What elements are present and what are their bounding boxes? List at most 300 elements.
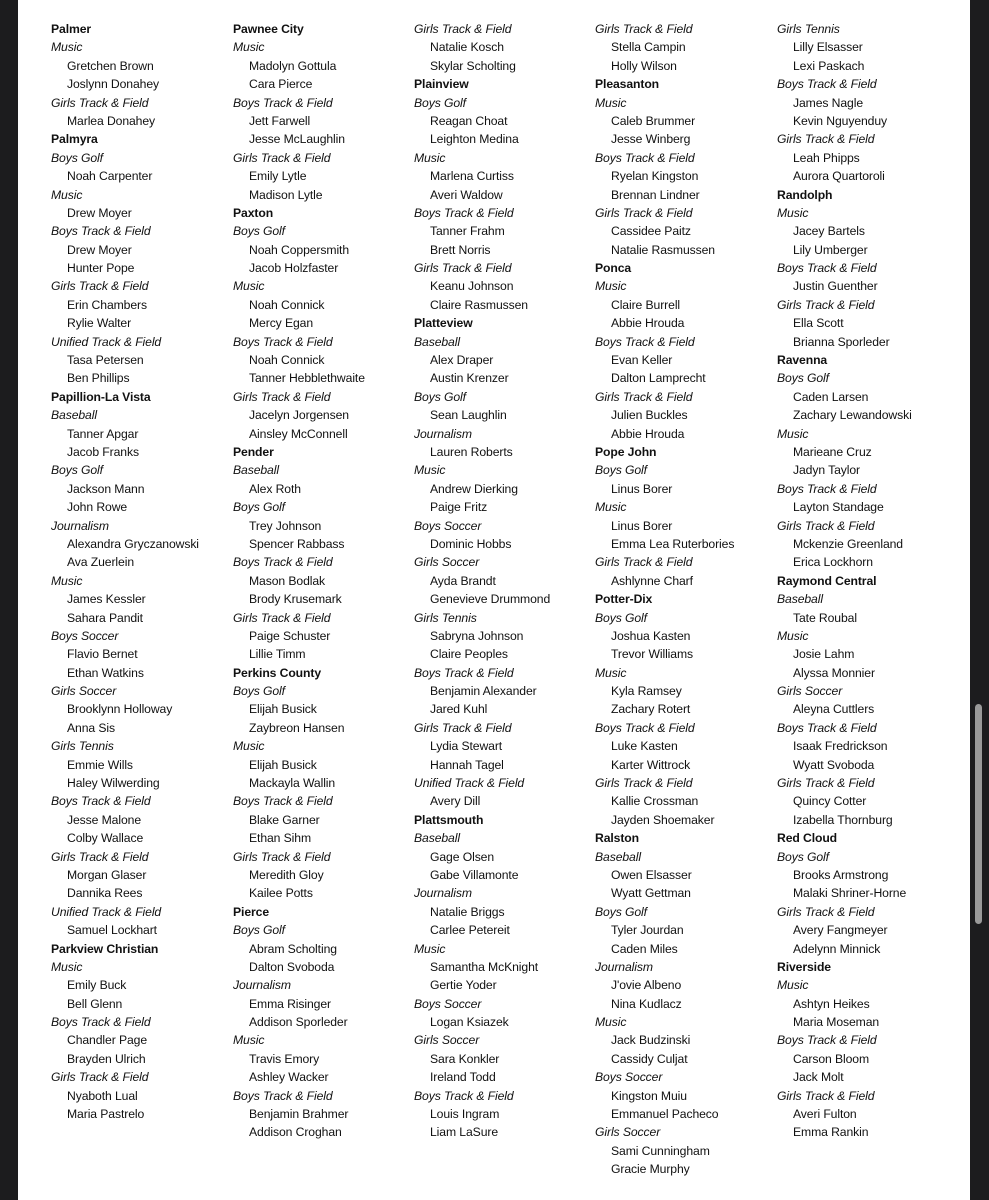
student-name: Madolyn Gottula [249, 58, 337, 73]
activity-heading: Boys Soccer [414, 996, 482, 1011]
student-name: Layton Standage [793, 500, 884, 515]
student-name: Dalton Lamprecht [611, 371, 706, 386]
student-name: J'ovie Albeno [611, 978, 682, 993]
activity-heading: Girls Tennis [777, 22, 840, 36]
activity-heading: Music [595, 95, 627, 110]
student-name: Mercy Egan [249, 316, 314, 331]
student-name: Caden Miles [611, 941, 678, 956]
student-name: Abram Scholting [249, 941, 337, 956]
activity-heading: Music [233, 739, 265, 754]
student-name: Kailee Potts [249, 886, 313, 901]
student-name: Quincy Cotter [793, 794, 867, 809]
student-name: Reagan Choat [430, 113, 508, 128]
student-name: Holly Wilson [611, 58, 677, 73]
activity-heading: Music [777, 628, 809, 643]
student-name: Jacob Holzfaster [249, 261, 339, 276]
student-name: Jared Kuhl [430, 702, 488, 717]
activity-heading: Girls Track & Field [777, 904, 875, 919]
student-name: Keanu Johnson [430, 279, 514, 294]
activity-heading: Boys Golf [595, 904, 647, 919]
school-heading: Palmyra [51, 132, 98, 147]
activity-heading: Boys Track & Field [595, 334, 695, 349]
activity-heading: Girls Track & Field [233, 150, 331, 165]
student-name: Hunter Pope [67, 261, 135, 276]
student-name: Lillie Timm [249, 647, 306, 662]
student-name: Addison Sporleder [249, 1015, 348, 1030]
student-name: Benjamin Brahmer [249, 1107, 349, 1122]
student-name: Elijah Busick [249, 702, 317, 717]
column-5 [777, 20, 959, 1142]
activity-heading: Girls Track & Field [51, 95, 149, 110]
student-name: Anna Sis [67, 720, 115, 735]
student-name: Addison Croghan [249, 1125, 342, 1140]
student-name: Linus Borer [611, 481, 673, 496]
student-name: Ethan Watkins [67, 665, 144, 680]
student-name: Dalton Svoboda [249, 959, 335, 974]
student-name: Morgan Glaser [67, 867, 147, 882]
student-name: Jesse Malone [67, 812, 141, 827]
student-name: John Rowe [67, 500, 128, 515]
student-name: James Kessler [67, 592, 146, 607]
student-name: Trevor Williams [611, 647, 694, 662]
student-name: Alexandra Gryczanowski [67, 536, 199, 551]
activity-heading: Boys Golf [51, 463, 103, 478]
student-name: Jackson Mann [67, 481, 145, 496]
student-name: Jett Farwell [249, 113, 311, 128]
student-name: Maria Pastrelo [67, 1107, 145, 1122]
student-name: Marlea Donahey [67, 113, 156, 128]
student-name: Leighton Medina [430, 132, 519, 147]
school-heading: Pleasanton [595, 77, 660, 92]
student-name: Liam LaSure [430, 1125, 499, 1140]
activity-heading: Girls Track & Field [595, 776, 693, 791]
activity-heading: Music [414, 941, 446, 956]
activity-heading: Girls Soccer [595, 1125, 661, 1140]
student-name: Noah Connick [249, 297, 325, 312]
activity-heading: Girls Track & Field [414, 720, 512, 735]
student-name: Jadyn Taylor [793, 463, 860, 478]
student-name: Blake Garner [249, 812, 320, 827]
activity-heading: Girls Tennis [414, 610, 477, 625]
school-heading: Pender [233, 444, 274, 459]
student-name: Samantha McKnight [430, 959, 539, 974]
student-name: Noah Coppersmith [249, 242, 350, 257]
student-name: Trey Johnson [249, 518, 322, 533]
activity-heading: Girls Track & Field [233, 389, 331, 404]
activity-heading: Boys Track & Field [595, 150, 695, 165]
student-name: Emmanuel Pacheco [611, 1107, 719, 1122]
student-name: Aurora Quartoroli [793, 169, 885, 184]
column-3 [414, 20, 596, 1142]
student-name: Spencer Rabbass [249, 536, 345, 551]
activity-heading: Boys Track & Field [233, 1088, 333, 1103]
student-name: Wyatt Svoboda [793, 757, 875, 772]
student-name: Madison Lytle [249, 187, 323, 202]
activity-heading: Girls Track & Field [777, 518, 875, 533]
student-name: Joslynn Donahey [67, 77, 159, 92]
student-name: Dominic Hobbs [430, 536, 512, 551]
student-name: Emmie Wills [67, 757, 133, 772]
activity-heading: Boys Golf [51, 150, 103, 165]
activity-heading: Boys Soccer [51, 628, 119, 643]
student-name: Brianna Sporleder [793, 334, 890, 349]
activity-heading: Girls Track & Field [414, 22, 512, 36]
activity-heading: Girls Tennis [51, 739, 114, 754]
student-name: Jacey Bartels [793, 224, 865, 239]
student-name: Owen Elsasser [611, 867, 692, 882]
student-name: Emily Buck [67, 978, 127, 993]
school-heading: Raymond Central [777, 573, 877, 588]
student-name: Kallie Crossman [611, 794, 699, 809]
activity-heading: Boys Track & Field [233, 555, 333, 570]
activity-heading: Music [595, 279, 627, 294]
school-heading: Plattsmouth [414, 812, 484, 827]
student-name: Brett Norris [430, 242, 491, 257]
student-name: Joshua Kasten [611, 628, 691, 643]
student-name: Colby Wallace [67, 831, 144, 846]
activity-heading: Boys Track & Field [595, 720, 695, 735]
vertical-scrollbar-track[interactable] [971, 0, 989, 1200]
school-heading: Parkview Christian [51, 941, 159, 956]
student-name: Meredith Gloy [249, 867, 324, 882]
activity-heading: Baseball [233, 463, 279, 478]
student-name: Erin Chambers [67, 297, 147, 312]
student-name: Natalie Rasmussen [611, 242, 715, 257]
student-name: Claire Burrell [611, 297, 681, 312]
student-name: Aleyna Cuttlers [793, 702, 875, 717]
activity-heading: Girls Track & Field [777, 132, 875, 147]
activity-heading: Boys Soccer [414, 518, 482, 533]
student-name: Ashley Wacker [249, 1070, 329, 1085]
student-name: Genevieve Drummond [430, 592, 551, 607]
document-page [18, 0, 970, 1200]
activity-heading: Boys Track & Field [777, 481, 877, 496]
student-name: Jack Budzinski [611, 1033, 691, 1048]
student-name: Abbie Hrouda [611, 426, 685, 441]
student-name: Avery Fangmeyer [793, 923, 888, 938]
student-name: Andrew Dierking [430, 481, 518, 496]
activity-heading: Girls Track & Field [777, 1088, 875, 1103]
student-name: Julien Buckles [611, 408, 688, 423]
student-name: Alex Roth [249, 481, 301, 496]
student-name: Gracie Murphy [611, 1162, 690, 1177]
activity-heading: Boys Track & Field [777, 1033, 877, 1048]
student-name: Luke Kasten [611, 739, 678, 754]
student-name: Ashlynne Charf [611, 573, 693, 588]
student-name: Ireland Todd [430, 1070, 496, 1085]
student-name: Jayden Shoemaker [611, 812, 715, 827]
student-name: Tanner Apgar [67, 426, 139, 441]
activity-heading: Girls Track & Field [777, 297, 875, 312]
student-name: Emily Lytle [249, 169, 307, 184]
activity-heading: Girls Track & Field [51, 849, 149, 864]
school-heading: Plainview [414, 77, 469, 92]
student-name: Sara Konkler [430, 1051, 500, 1066]
student-name: Ashtyn Heikes [793, 996, 870, 1011]
activity-heading: Music [51, 959, 83, 974]
activity-heading: Boys Golf [595, 610, 647, 625]
activity-heading: Boys Golf [777, 371, 829, 386]
activity-heading: Girls Track & Field [233, 849, 331, 864]
student-name: Louis Ingram [430, 1107, 500, 1122]
activity-heading: Girls Track & Field [595, 205, 693, 220]
student-name: Adelynn Minnick [793, 941, 881, 956]
student-name: Skylar Scholting [430, 58, 516, 73]
student-name: Logan Ksiazek [430, 1015, 509, 1030]
student-name: Isaak Fredrickson [793, 739, 888, 754]
student-name: Lydia Stewart [430, 739, 503, 754]
student-name: Sabryna Johnson [430, 628, 524, 643]
activity-heading: Music [233, 40, 265, 55]
student-name: Averi Fulton [793, 1107, 857, 1122]
student-name: Tanner Hebblethwaite [249, 371, 365, 386]
student-name: Tate Roubal [793, 610, 857, 625]
school-heading: Randolph [777, 187, 833, 202]
activity-heading: Music [414, 150, 446, 165]
student-name: Paige Fritz [430, 500, 488, 515]
student-name: Stella Campin [611, 40, 686, 55]
activity-heading: Journalism [51, 518, 109, 533]
student-name: Kevin Nguyenduy [793, 113, 888, 128]
student-name: Noah Carpenter [67, 169, 153, 184]
activity-heading: Girls Track & Field [595, 389, 693, 404]
student-name: Tanner Frahm [430, 224, 505, 239]
column-4 [595, 20, 777, 1179]
activity-heading: Boys Track & Field [777, 720, 877, 735]
activity-heading: Boys Golf [595, 463, 647, 478]
student-name: Brayden Ulrich [67, 1051, 146, 1066]
school-heading: Pierce [233, 904, 269, 919]
student-name: Travis Emory [249, 1051, 320, 1066]
student-name: Gage Olsen [430, 849, 495, 864]
activity-heading: Girls Soccer [414, 555, 480, 570]
activity-heading: Girls Soccer [414, 1033, 480, 1048]
activity-heading: Boys Track & Field [414, 1088, 514, 1103]
activity-heading: Girls Track & Field [51, 279, 149, 294]
student-name: Emma Rankin [793, 1125, 869, 1140]
activity-heading: Baseball [595, 849, 641, 864]
activity-heading: Boys Golf [414, 95, 466, 110]
student-name: Averi Waldow [430, 187, 503, 202]
student-name: Samuel Lockhart [67, 923, 157, 938]
activity-heading: Music [51, 187, 83, 202]
student-name: Linus Borer [611, 518, 673, 533]
student-name: Natalie Kosch [430, 40, 504, 55]
student-name: Dannika Rees [67, 886, 143, 901]
student-name: Kyla Ramsey [611, 684, 682, 699]
activity-heading: Boys Track & Field [414, 665, 514, 680]
student-name: Flavio Bernet [67, 647, 138, 662]
student-name: Carlee Petereit [430, 923, 510, 938]
student-name: Wyatt Gettman [611, 886, 691, 901]
school-heading: Paxton [233, 205, 274, 220]
activity-heading: Baseball [414, 334, 460, 349]
student-name: Justin Guenther [793, 279, 878, 294]
student-name: Caden Larsen [793, 389, 869, 404]
student-name: Cassidy Culjat [611, 1051, 688, 1066]
activity-heading: Journalism [414, 886, 472, 901]
student-name: Elijah Busick [249, 757, 317, 772]
column-2 [233, 20, 415, 1142]
activity-heading: Boys Golf [233, 500, 285, 515]
student-name: Zaybreon Hansen [249, 720, 345, 735]
student-name: Alex Draper [430, 353, 494, 368]
activity-heading: Girls Track & Field [595, 22, 693, 36]
activity-heading: Boys Track & Field [233, 794, 333, 809]
student-name: Emma Risinger [249, 996, 332, 1011]
student-name: Jesse McLaughlin [249, 132, 345, 147]
student-name: Lilly Elsasser [793, 40, 863, 55]
activity-heading: Boys Track & Field [51, 224, 151, 239]
activity-heading: Music [595, 665, 627, 680]
student-name: Maria Moseman [793, 1015, 880, 1030]
student-name: Mckenzie Greenland [793, 536, 903, 551]
student-name: Kingston Muiu [611, 1088, 687, 1103]
student-name: Ayda Brandt [430, 573, 496, 588]
student-name: Gabe Villamonte [430, 867, 519, 882]
student-name: Gretchen Brown [67, 58, 154, 73]
activity-heading: Boys Soccer [595, 1070, 663, 1085]
student-name: Jacelyn Jorgensen [249, 408, 349, 423]
student-name: Natalie Briggs [430, 904, 505, 919]
activity-heading: Boys Golf [233, 224, 285, 239]
school-heading: Palmer [51, 22, 92, 36]
student-name: Rylie Walter [67, 316, 132, 331]
student-name: Drew Moyer [67, 205, 132, 220]
activity-heading: Music [595, 500, 627, 515]
student-name: James Nagle [793, 95, 864, 110]
student-name: Brody Krusemark [249, 592, 342, 607]
student-name: Gertie Yoder [430, 978, 497, 993]
activity-heading: Baseball [414, 831, 460, 846]
activity-heading: Baseball [51, 408, 97, 423]
student-name: Brooks Armstrong [793, 867, 889, 882]
student-name: Mackayla Wallin [249, 776, 336, 791]
student-name: Evan Keller [611, 353, 673, 368]
school-heading: Potter-Dix [595, 592, 653, 607]
student-name: Ava Zuerlein [67, 555, 134, 570]
student-name: Ben Phillips [67, 371, 130, 386]
activity-heading: Music [51, 573, 83, 588]
activity-heading: Boys Track & Field [777, 77, 877, 92]
student-name: Paige Schuster [249, 628, 331, 643]
activity-heading: Music [777, 205, 809, 220]
activity-heading: Music [595, 1015, 627, 1030]
student-name: Ella Scott [793, 316, 844, 331]
activity-heading: Unified Track & Field [51, 904, 162, 919]
student-name: Ryelan Kingston [611, 169, 699, 184]
student-name: Marieane Cruz [793, 444, 872, 459]
student-name: Erica Lockhorn [793, 555, 873, 570]
activity-heading: Boys Track & Field [233, 334, 333, 349]
activity-heading: Girls Track & Field [595, 555, 693, 570]
student-name: Chandler Page [67, 1033, 148, 1048]
activity-heading: Girls Track & Field [51, 1070, 149, 1085]
activity-heading: Boys Golf [414, 389, 466, 404]
student-name: Tasa Petersen [67, 353, 144, 368]
school-heading: Papillion-La Vista [51, 389, 151, 404]
activity-heading: Boys Golf [777, 849, 829, 864]
activity-heading: Girls Track & Field [414, 261, 512, 276]
school-heading: Riverside [777, 959, 831, 974]
activity-heading: Boys Track & Field [51, 1015, 151, 1030]
student-name: Lexi Paskach [793, 58, 865, 73]
student-name: Avery Dill [430, 794, 481, 809]
student-name: Benjamin Alexander [430, 684, 537, 699]
student-name: Mason Bodlak [249, 573, 326, 588]
student-name: Ethan Sihm [249, 831, 312, 846]
student-name: Emma Lea Ruterbories [611, 536, 735, 551]
student-name: Josie Lahm [793, 647, 855, 662]
vertical-scrollbar-thumb[interactable] [975, 704, 982, 924]
student-name: Marlena Curtiss [430, 169, 514, 184]
activity-heading: Journalism [414, 426, 472, 441]
student-name: Ainsley McConnell [249, 426, 348, 441]
student-name: Sean Laughlin [430, 408, 507, 423]
activity-heading: Music [233, 1033, 265, 1048]
student-name: Sahara Pandit [67, 610, 143, 625]
student-name: Nyaboth Lual [67, 1088, 138, 1103]
school-heading: Platteview [414, 316, 473, 331]
student-name: Abbie Hrouda [611, 316, 685, 331]
activity-heading: Journalism [233, 978, 291, 993]
student-name: Haley Wilwerding [67, 776, 160, 791]
student-name: Cassidee Paitz [611, 224, 691, 239]
activity-heading: Music [233, 279, 265, 294]
student-name: Drew Moyer [67, 242, 132, 257]
student-name: Brooklynn Holloway [67, 702, 173, 717]
activity-heading: Unified Track & Field [51, 334, 162, 349]
student-name: Jesse Winberg [611, 132, 691, 147]
activity-heading: Music [777, 426, 809, 441]
student-name: Leah Phipps [793, 150, 860, 165]
activity-heading: Boys Track & Field [233, 95, 333, 110]
school-heading: Ralston [595, 831, 639, 846]
student-name: Claire Peoples [430, 647, 508, 662]
school-heading: Red Cloud [777, 831, 838, 846]
student-name: Claire Rasmussen [430, 297, 528, 312]
student-name: Karter Wittrock [611, 757, 691, 772]
activity-heading: Unified Track & Field [414, 776, 525, 791]
activity-heading: Girls Soccer [51, 684, 117, 699]
student-name: Cara Pierce [249, 77, 313, 92]
activity-heading: Girls Track & Field [777, 776, 875, 791]
activity-heading: Music [51, 40, 83, 55]
student-name: Jacob Franks [67, 444, 139, 459]
activity-heading: Boys Track & Field [51, 794, 151, 809]
school-heading: Perkins County [233, 665, 321, 680]
activity-heading: Baseball [777, 592, 823, 607]
student-name: Brennan Lindner [611, 187, 700, 202]
student-name: Hannah Tagel [430, 757, 504, 772]
activity-heading: Girls Soccer [777, 684, 843, 699]
student-name: Noah Connick [249, 353, 325, 368]
student-name: Malaki Shriner-Horne [793, 886, 907, 901]
student-name: Zachary Lewandowski [793, 408, 912, 423]
student-name: Izabella Thornburg [793, 812, 893, 827]
student-name: Jack Molt [793, 1070, 844, 1085]
student-name: Zachary Rotert [611, 702, 691, 717]
activity-heading: Boys Golf [233, 923, 285, 938]
activity-heading: Boys Golf [233, 684, 285, 699]
school-heading: Pawnee City [233, 22, 304, 36]
school-heading: Ravenna [777, 353, 828, 368]
student-name: Carson Bloom [793, 1051, 870, 1066]
student-name: Lauren Roberts [430, 444, 513, 459]
activity-heading: Girls Track & Field [233, 610, 331, 625]
activity-heading: Boys Track & Field [777, 261, 877, 276]
student-name: Bell Glenn [67, 996, 123, 1011]
